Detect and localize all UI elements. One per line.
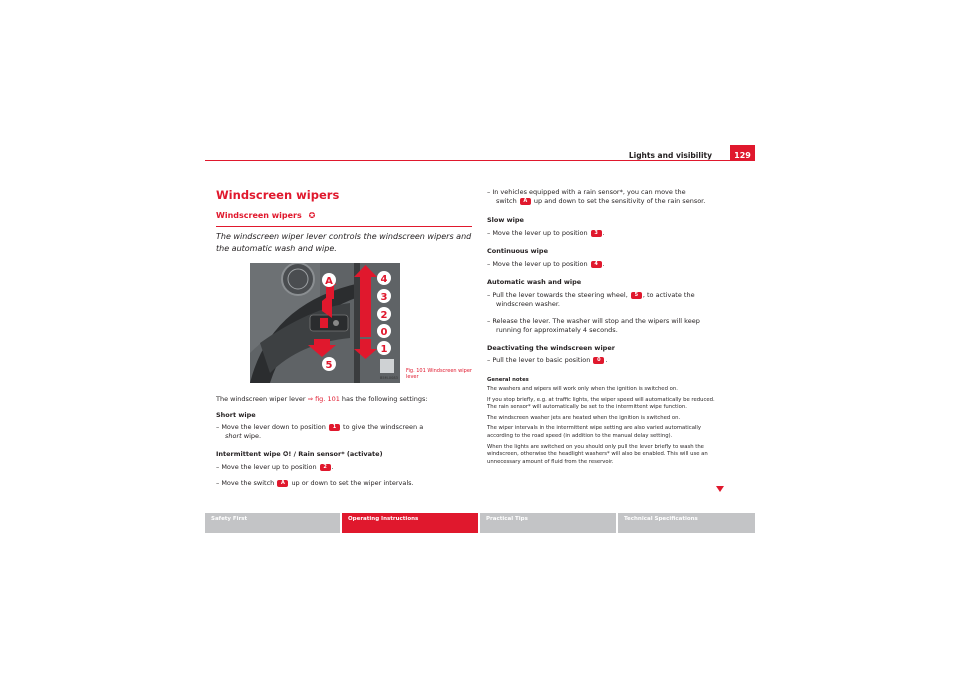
step-text: – Move the lever down to position [216, 423, 328, 431]
step-text: . [602, 260, 605, 268]
footer-tab-practical[interactable]: Practical Tips [480, 513, 616, 533]
step-text: – Pull the lever to basic position [487, 356, 593, 364]
deactivate-step [487, 356, 607, 365]
intermittent-heading [216, 450, 383, 459]
short-wipe-heading: Short wipe [216, 411, 256, 419]
step-text: . [331, 463, 334, 471]
emphasis-text: short [225, 432, 242, 440]
step-text: . [605, 356, 608, 364]
note-paragraph: The windscreen washer jets are heated when the ignition is switched on. [487, 414, 681, 421]
step-text: – Move the switch [216, 479, 277, 487]
footer-tab-operating[interactable]: Operating Instructions [342, 513, 478, 533]
step-text: – Move the lever up to position [487, 229, 590, 237]
step-text: switch [496, 197, 519, 205]
fig-label-5: 5 [325, 360, 333, 371]
section-heading [216, 211, 315, 220]
fig-label-4: 4 [380, 274, 388, 285]
short-wipe-step-cont [225, 432, 261, 441]
step-text: – Move the lever up to position [487, 260, 590, 268]
intro-text: The windscreen wiper lever [216, 395, 308, 403]
auto-wash-step-1 [487, 291, 727, 309]
heading-rule [216, 226, 472, 227]
fig-label-3: 3 [380, 292, 388, 303]
footer-tab-safety[interactable]: Safety First [205, 513, 340, 533]
note-paragraph: The wiper intervals in the intermittent wipe setting are also varied automatically according to the road speed (in addition to the manual delay setting). [487, 425, 702, 439]
position-badge: 4 [591, 261, 602, 268]
step-text-cont: running for approximately 4 seconds. [496, 326, 618, 334]
auto-wash-step-2 [487, 317, 727, 335]
running-header: Lights and visibility [628, 151, 712, 160]
footer-tab-technical[interactable]: Technical Specifications [618, 513, 755, 533]
section-heading-text: Windscreen wipers [216, 211, 302, 220]
continued-arrow-icon [716, 486, 724, 492]
step-text: – In vehicles equipped with a rain sensor*, you can move the [487, 188, 686, 196]
continuous-wipe-step [487, 260, 605, 269]
intro-paragraph [216, 395, 476, 404]
figure-link[interactable]: ⇒ fig. 101 [307, 395, 340, 403]
wiper-icon: ✪ [282, 450, 289, 458]
intermittent-step-1 [216, 463, 334, 472]
lead-paragraph: The windscreen wiper lever controls the windscreen wipers and the automatic wash and wipe. [216, 232, 472, 253]
step-text-cont: windscreen washer. [496, 300, 560, 308]
figure-caption: Fig. 101 Windscreen wiper lever [406, 368, 472, 380]
switch-badge: A [277, 480, 288, 487]
step-text: to give the windscreen a [340, 423, 424, 431]
rain-sensor-step [487, 188, 727, 206]
position-badge: 3 [591, 230, 602, 237]
general-notes [487, 386, 715, 466]
note-paragraph: The washers and wipers will work only when the ignition is switched on. [487, 386, 678, 392]
note-paragraph: If you stop briefly, e.g. at traffic lights, the wiper speed will automatically be reduced. The rain sensor* will automatically be set to the intermittent wipe function. [487, 396, 715, 411]
position-badge: 0 [593, 357, 604, 364]
heading-text: ! / Rain sensor* (activate) [288, 450, 383, 458]
position-badge: 1 [329, 424, 340, 431]
intermittent-step-2 [216, 479, 476, 488]
step-text: – Pull the lever towards the steering wheel, [487, 291, 630, 299]
step-text: , to activate the [642, 291, 695, 299]
fig-label-0: 0 [380, 327, 388, 338]
slow-wipe-heading: Slow wipe [487, 216, 524, 224]
switch-badge: A [520, 198, 531, 205]
step-text: up or down to set the wiper intervals. [289, 479, 414, 487]
fig-label-a: A [325, 276, 333, 287]
deactivate-heading: Deactivating the windscreen wiper [487, 344, 615, 352]
general-notes-heading: General notes [487, 377, 529, 383]
position-badge: 5 [631, 292, 642, 299]
continuous-wipe-heading: Continuous wipe [487, 247, 548, 255]
figure-code: B5M-0083 [380, 376, 398, 380]
header-rule [205, 160, 755, 161]
wiper-lever-illustration [250, 263, 400, 383]
note-paragraph: When the lights are switched on you should only pull the lever briefly to wash the windscreen, otherwise the headlight washers* will also be enabled. This will use an unnecessary amount of fluid from the reservoir. [487, 443, 708, 465]
intro-text-end: has the following settings: [339, 395, 428, 403]
position-badge: 2 [320, 464, 331, 471]
auto-wash-heading: Automatic wash and wipe [487, 278, 582, 286]
steering-wheel-icon: ✪ [308, 211, 316, 220]
wiper-lever-figure [250, 263, 400, 383]
step-text: – Move the lever up to position [216, 463, 319, 471]
fig-label-1: 1 [380, 344, 388, 355]
step-text: . [602, 229, 605, 237]
page-title: Windscreen wipers [216, 188, 340, 202]
fig-label-2: 2 [380, 310, 388, 321]
slow-wipe-step [487, 229, 605, 238]
short-wipe-step [216, 423, 476, 432]
step-text: up and down to set the sensitivity of the rain sensor. [531, 197, 706, 205]
step-text: wipe. [241, 432, 262, 440]
step-text-cont [487, 197, 727, 206]
page-number: 129 [730, 145, 755, 161]
step-text: – Release the lever. The washer will stop and the wipers will keep [487, 317, 700, 325]
heading-text: Intermittent wipe [216, 450, 283, 458]
